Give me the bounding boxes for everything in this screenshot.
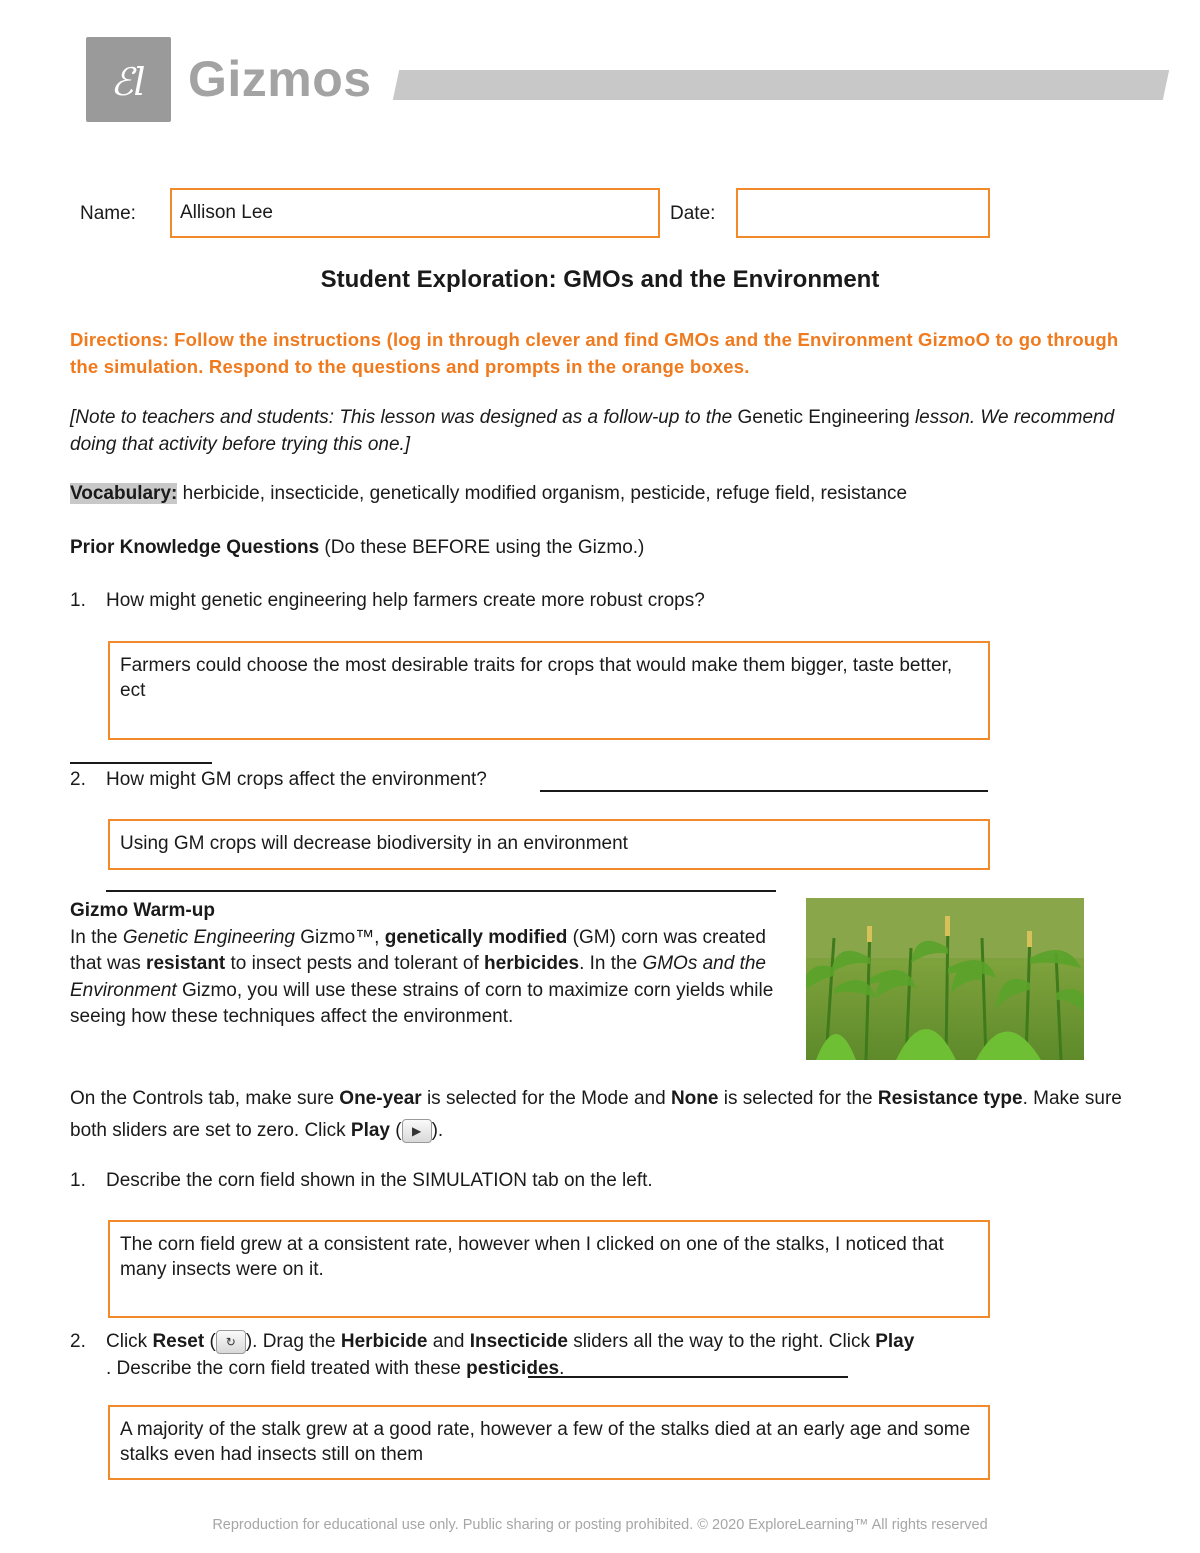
directions: Directions: Follow the instructions (log in through clever and find GMOs and the Environment GizmoO to go through the simulation. Respond to the questions and prompts in the orange boxes.: [70, 329, 1119, 377]
underline: [70, 762, 212, 764]
answer-text: Farmers could choose the most desirable traits for crops that would make them bigger, taste better, ect: [120, 655, 953, 701]
corn-illustration: [806, 898, 1084, 1060]
prior-question-2: 2. How might GM crops affect the environment?: [70, 769, 487, 790]
header-bar: [393, 70, 1169, 100]
answer-box-warmup-2[interactable]: [108, 1405, 990, 1480]
page-title: Student Exploration: GMOs and the Environment: [320, 266, 880, 293]
vocabulary: [70, 483, 907, 505]
name-label: Name:: [80, 203, 136, 224]
explorelearning-icon: [86, 37, 171, 122]
warmup-heading: Gizmo Warm-up: [70, 900, 215, 921]
vocabulary-terms: herbicide, insecticide, genetically modified organism, pesticide, refuge field, resistance: [177, 483, 908, 504]
brand-name: Gizmos: [188, 51, 372, 107]
answer-text: Using GM crops will decrease biodiversity in an environment: [120, 833, 628, 854]
logo-mark: [86, 37, 171, 122]
underline: [106, 890, 776, 892]
teacher-note: [70, 404, 1140, 458]
reset-icon: ↻: [216, 1330, 246, 1354]
note-text: [Note to teachers and students: This lesson was designed as a follow-up to the: [70, 407, 738, 428]
date-field[interactable]: [736, 188, 990, 238]
answer-box-prior-1[interactable]: [108, 641, 990, 740]
question-text: Describe the corn field shown in the SIMULATION tab on the left.: [106, 1170, 653, 1191]
question-text: How might GM crops affect the environment?: [106, 769, 487, 790]
name-value: Allison Lee: [180, 202, 273, 223]
warmup-question-1: 1. Describe the corn field shown in the SIMULATION tab on the left.: [70, 1170, 653, 1191]
underline: [540, 790, 988, 792]
svg-text:ℰl: ℰl: [110, 60, 146, 104]
play-icon: ▶: [402, 1119, 432, 1143]
warmup-question-2: 2. Click Reset ( ↻ ). Drag the Herbicide and Insecticide sliders all the way to the right. Click Play . Describe the corn field treated with these pesticides.: [70, 1331, 915, 1379]
footer: Reproduction for educational use only. Public sharing or posting prohibited. © 2020 ExploreLearning™ All rights reserved: [212, 1517, 988, 1533]
corn-field-image: [806, 898, 1084, 1060]
vocabulary-label: Vocabulary:: [70, 483, 178, 504]
answer-box-warmup-1[interactable]: [108, 1220, 990, 1318]
answer-text: A majority of the stalk grew at a good rate, however a few of the stalks died at an early age and some stalks even had insects still on them: [120, 1419, 971, 1465]
prior-question-1: 1. How might genetic engineering help farmers create more robust crops?: [70, 590, 705, 611]
note-text-end: lesson. We recommend doing that activity before trying this one.]: [70, 407, 1115, 455]
question-text: How might genetic engineering help farmers create more robust crops?: [106, 590, 705, 611]
warmup-section: Gizmo Warm-up In the Genetic Engineering Gizmo™, genetically modified (GM) corn was created that was resistant to insect pests and tolerant of herbicides. In the GMOs and the Environment Gizmo, you will use these strains of corn to maximize corn yields while seeing how these techniques affect the environment.: [70, 900, 774, 1027]
date-label: Date:: [670, 203, 716, 224]
prior-knowledge: [70, 537, 644, 559]
answer-text: The corn field grew at a consistent rate, however when I clicked on one of the stalks, I noticed that many insects were on it.: [120, 1234, 944, 1280]
name-field[interactable]: [170, 188, 660, 238]
prior-heading: Prior Knowledge Questions: [70, 537, 320, 558]
note-lesson-name: Genetic Engineering: [737, 407, 910, 428]
controls-instructions: On the Controls tab, make sure One-year is selected for the Mode and None is selected for the Resistance type. Make sure both sliders are set to zero. Click Play ( ▶ ).: [70, 1088, 1122, 1141]
prior-note: (Do these BEFORE using the Gizmo.): [319, 537, 645, 558]
answer-box-prior-2[interactable]: [108, 819, 990, 870]
underline: [528, 1376, 848, 1378]
